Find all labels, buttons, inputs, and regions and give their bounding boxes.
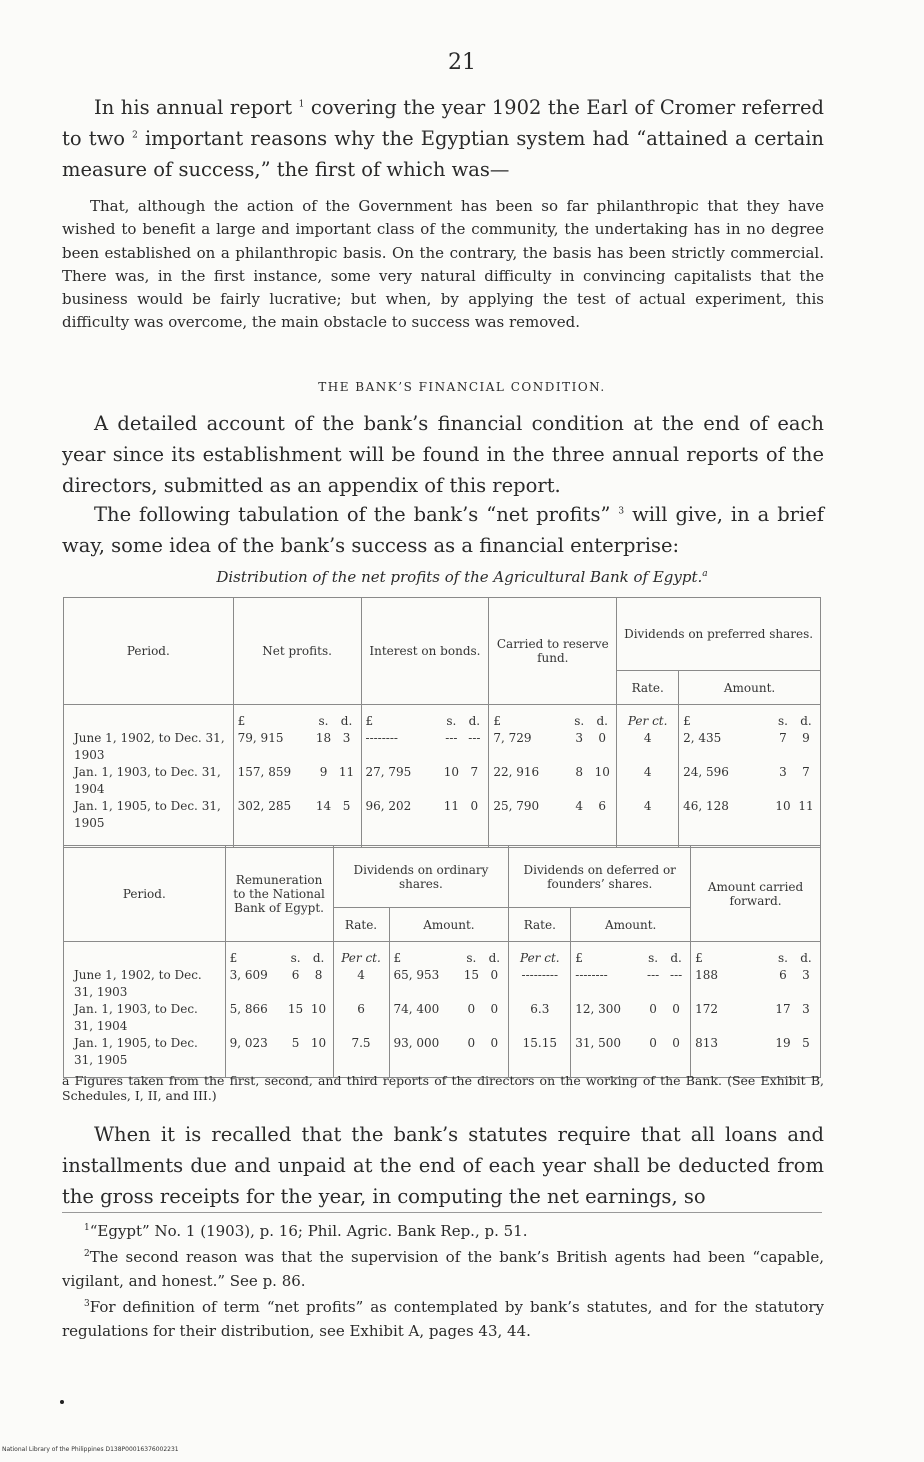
interest-row-2: 27, 795 10 7 (365, 765, 479, 779)
header-remuneration: Remuneration to the National Bank of Egypt. (225, 846, 333, 942)
header-period-2: Period. (64, 846, 226, 942)
header-interest-bonds: Interest on bonds. (361, 598, 489, 705)
rate-row-3: 4 (643, 799, 652, 813)
period2-row-2: Jan. 1, 1903, to Dec. 31, 1904 (74, 1002, 198, 1033)
carried-column: £ s. d. 7, 729 3 0 22, 916 8 10 25, 790 4 6 (489, 705, 617, 848)
interest-column: £ s. d. -------- --- --- 27, 795 10 7 96, 202 11 0 (361, 705, 489, 848)
deferred-amount-row-3: 31, 500 0 0 (575, 1036, 680, 1050)
header-amount-forward: Amount carried forward. (691, 846, 821, 942)
footnote-rule (62, 1212, 822, 1213)
deferred-rate-row-1: --------- (521, 968, 559, 982)
amount-column: £ s. d. 2, 435 7 9 24, 596 3 7 46, 128 10 11 (679, 705, 821, 848)
period-column-2 (64, 942, 226, 1078)
interest-row-3: 96, 202 11 0 (365, 799, 479, 813)
table-note: a Figures taken from the first, second, and third reports of the directors on the working of the Bank. (See Exhibit B, Schedules, I, II, and III.) (62, 1073, 824, 1103)
deferred-rate-row-3: 15.15 (522, 1036, 557, 1050)
remuneration-row-2: 5, 866 15 10 (229, 1002, 327, 1016)
amount-row-3: 46, 128 10 11 (683, 799, 814, 813)
paragraph-financial-account: A detailed account of the bank’s financial condition at the end of each year since its establishment will be found in the three annual reports of the directors, submitted as an appendix of this report. (62, 412, 824, 497)
deferred-rate-column: Per ct. --------- 6.3 15.15 (509, 942, 571, 1078)
header-ordinary-rate: Rate. (333, 908, 389, 942)
amount-row-2: 24, 596 3 7 (683, 765, 810, 779)
header-carried-reserve: Carried to reserve fund. (489, 598, 617, 705)
profits-table-2 (63, 845, 821, 1078)
header-ordinary-amount: Amount. (389, 908, 509, 942)
rate-row-2: 4 (643, 765, 652, 779)
block-quote: That, although the action of the Government has been so far philanthropic that they have wished to benefit a large and important class of the community, the undertaking has in no degree been established on a philanthropic basis. On the contrary, the basis has been strictly commercial. There was, in the first instance, some very natural difficulty in convincing capitalists that the business would be fairly lucrative; but when, by applying the test of actual experiment, this difficulty was overcome, the main obstacle to success was removed. (62, 197, 824, 332)
period2-row-1: June 1, 1902, to Dec. 31, 1903 (74, 968, 202, 999)
header-dividends-deferred: Dividends on deferred or founders’ shares. (509, 846, 691, 908)
forward-row-3: 813 19 5 (695, 1036, 810, 1050)
net-profits-row-2: 157, 859 9 11 (237, 765, 355, 779)
header-deferred-amount: Amount. (571, 908, 691, 942)
footnote-3: $^3$For definition of term “net profits” as contemplated by bank’s statutes, and for the statutory regulations for their distribution, see Exhibit A, pages 43, 44. (62, 1298, 824, 1340)
ordinary-amount-row-1: 65, 953 15 0 (393, 968, 499, 982)
ordinary-amount-column: £ s. d. 65, 953 15 0 74, 400 0 0 93, 000 0 0 (389, 942, 509, 1078)
deferred-amount-row-1: -------- --- --- (575, 968, 683, 982)
table-caption: Distribution of the net profits of the Agricultural Bank of Egypt.$^a$ (216, 568, 708, 586)
paragraph-net-profits: The following tabulation of the bank’s “net profits” $^3$ will give, in a brief way, some idea of the bank’s success as a financial enterprise: (62, 503, 824, 557)
remuneration-row-1: 3, 609 6 8 (229, 968, 323, 982)
section-heading: THE BANK’S FINANCIAL CONDITION. (318, 380, 606, 394)
header-deferred-rate: Rate. (509, 908, 571, 942)
profits-table-1 (63, 597, 821, 848)
period-row-3: Jan. 1, 1905, to Dec. 31, 1905 (74, 799, 221, 830)
footnote-2: $^2$The second reason was that the supervision of the bank’s British agents had been “capable, vigilant, and honest.” See p. 86. (62, 1248, 824, 1290)
deferred-amount-column: £ s. d. -------- --- --- 12, 300 0 0 31, 500 0 0 (571, 942, 691, 1078)
period-row-2: Jan. 1, 1903, to Dec. 31, 1904 (74, 765, 221, 796)
header-rate: Rate. (617, 671, 679, 705)
ordinary-rate-column: Per ct. 4 6 7.5 (333, 942, 389, 1078)
paragraph-statutes: When it is recalled that the bank’s statutes require that all loans and installments due and unpaid at the end of each year shall be deducted from the gross receipts for the year, in computing the net earnings, so (62, 1123, 824, 1208)
ordinary-amount-row-3: 93, 000 0 0 (393, 1036, 499, 1050)
rate-row-1: 4 (643, 731, 652, 745)
intro-paragraph: In his annual report $^1$ covering the year 1902 the Earl of Cromer referred to two $^2$ important reasons why the Egyptian system had “attained a certain measure of success,” the first of which was— (62, 96, 824, 181)
header-amount: Amount. (679, 671, 821, 705)
amount-row-1: 2, 435 7 9 (683, 731, 810, 745)
deferred-rate-row-2: 6.3 (530, 1002, 550, 1016)
interest-row-1: -------- --- --- (365, 731, 481, 745)
forward-row-1: 188 6 3 (695, 968, 810, 982)
carried-row-1: 7, 729 3 0 (493, 731, 607, 745)
net-profits-column: £ s. d. 79, 915 18 3 157, 859 9 11 302, 285 14 5 (233, 705, 361, 848)
scan-label: National Library of the Philippines D138P00016376002231 (2, 1446, 179, 1453)
period2-row-3: Jan. 1, 1905, to Dec. 31, 1905 (74, 1036, 198, 1067)
rate-column: Per ct. 4 4 4 (617, 705, 679, 848)
remuneration-column: £ s. d. 3, 609 6 8 5, 866 15 10 9, 023 5 10 (225, 942, 333, 1078)
forward-column: £ s. d. 188 6 3 172 17 3 813 19 5 (691, 942, 821, 1078)
deferred-amount-row-2: 12, 300 0 0 (575, 1002, 680, 1016)
header-period: Period. (64, 598, 234, 705)
carried-row-2: 22, 916 8 10 (493, 765, 610, 779)
net-profits-row-1: 79, 915 18 3 (237, 731, 351, 745)
remuneration-row-3: 9, 023 5 10 (229, 1036, 327, 1050)
ordinary-rate-row-2: 6 (357, 1002, 365, 1016)
forward-row-2: 172 17 3 (695, 1002, 810, 1016)
header-net-profits: Net profits. (233, 598, 361, 705)
carried-row-3: 25, 790 4 6 (493, 799, 607, 813)
period-row-1: June 1, 1902, to Dec. 31, 1903 (74, 731, 225, 762)
header-dividends-ordinary: Dividends on ordinary shares. (333, 846, 509, 908)
page-number: 21 (448, 50, 476, 75)
net-profits-row-3: 302, 285 14 5 (237, 799, 351, 813)
speck-mark (60, 1400, 64, 1404)
period-column (64, 705, 234, 848)
footnote-1: $^1$“Egypt” No. 1 (1903), p. 16; Phil. Agric. Bank Rep., p. 51. (84, 1222, 528, 1240)
ordinary-amount-row-2: 74, 400 0 0 (393, 1002, 499, 1016)
header-dividends-preferred: Dividends on preferred shares. (617, 598, 821, 671)
ordinary-rate-row-1: 4 (357, 968, 365, 982)
ordinary-rate-row-3: 7.5 (351, 1036, 371, 1050)
